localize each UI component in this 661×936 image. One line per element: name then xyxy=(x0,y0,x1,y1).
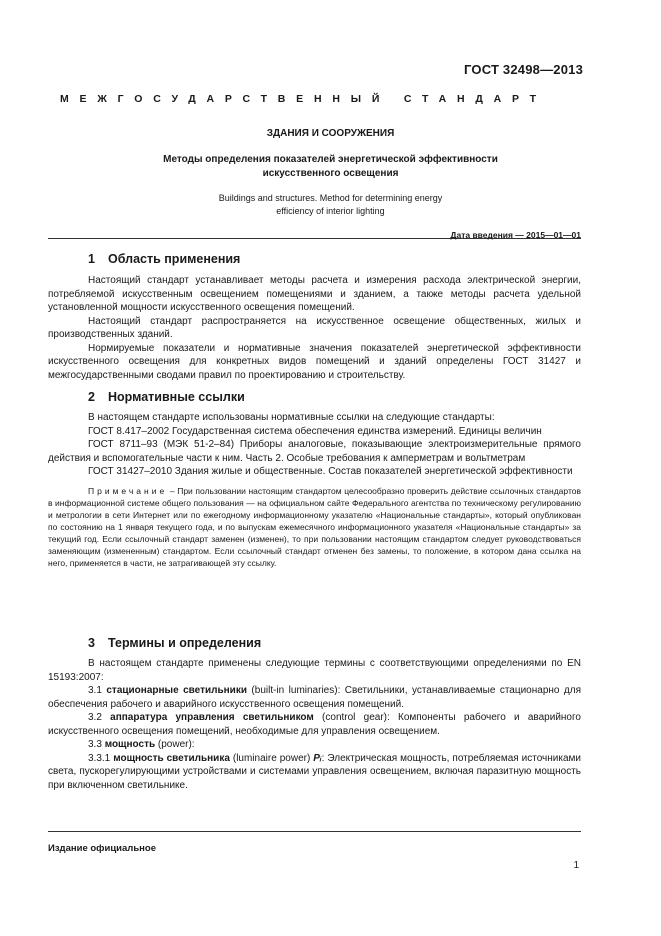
term-number: 3.2 xyxy=(88,712,111,723)
term-symbol: Pᵢ xyxy=(313,752,322,764)
reference-item: ГОСТ 31427–2010 Здания жилые и общественные. Состав показателей энергетической эффективности xyxy=(88,466,573,477)
term-text: (power): xyxy=(155,739,195,750)
english-title: Buildings and structures. Method for determining energy efficiency of interior lighting xyxy=(218,193,443,216)
term-number: 3.1 xyxy=(88,685,107,696)
term-text: (control gear): Компоненты рабочего и аварийного искусственного освещения помещений, необходимые для управления освещением. xyxy=(48,712,581,737)
term: мощность xyxy=(104,739,156,750)
term-definition xyxy=(48,684,581,711)
term-text: : Электрическая мощность, потребляемая источниками света, пускорегулирующими устройствами и системами управления освещением, включая паразитную мощность при включенном светильнике. xyxy=(48,752,581,791)
section-2 xyxy=(48,390,581,569)
intro-date-line xyxy=(48,228,581,239)
section-3 xyxy=(48,636,581,792)
section-1-heading xyxy=(48,252,581,266)
term-definition xyxy=(48,738,581,752)
paragraph: Настоящий стандарт распространяется на искусственное освещение общественных, жилых и производственных зданий. xyxy=(48,315,581,340)
page-number: 1 xyxy=(573,860,579,871)
paragraph: Нормируемые показатели и нормативные значения показателей энергетической эффективности искусственного освещения для конкретных видов помещений и зданий определены ГОСТ 31427 и межгосударственными сводами правил по проектированию и строительству. xyxy=(48,342,581,381)
section-number: 1 xyxy=(88,252,95,266)
section-title: Термины и определения xyxy=(108,636,262,650)
section-2-heading xyxy=(48,390,581,404)
term-number: 3.3.1 xyxy=(88,752,114,764)
term-number: 3.3 xyxy=(88,739,105,750)
section-1 xyxy=(48,252,581,382)
section-3-heading xyxy=(48,636,581,650)
document-subtitle: Методы определения показателей энергетической эффективности искусственного освещения xyxy=(163,154,498,179)
section-number: 2 xyxy=(88,390,95,404)
paragraph: В настоящем стандарте применены следующие термины с соответствующими определениями по EN 15193:2007: xyxy=(48,658,581,683)
intro-date: Дата введения — 2015—01—01 xyxy=(450,230,581,240)
interstate-standard-label: МЕЖГОСУДАРСТВЕННЫЙ СТАНДАРТ xyxy=(60,93,547,105)
footer-rule xyxy=(48,831,581,832)
term-definition xyxy=(48,752,581,793)
section-title: Нормативные ссылки xyxy=(108,390,245,404)
term-text: (built-in luminaries): Светильники, устанавливаемые стационарно для обеспечения рабочего и аварийного искусственного освещения помещений. xyxy=(48,685,581,710)
term-definition xyxy=(48,711,581,738)
term: аппаратура управления светильником xyxy=(110,712,314,723)
note-paragraph xyxy=(48,485,581,569)
reference-item: ГОСТ 8.417–2002 Государственная система обеспечения единства измерений. Единицы величин xyxy=(88,425,542,437)
term: стационарные светильники xyxy=(106,685,247,696)
document-title: ЗДАНИЯ И СООРУЖЕНИЯ xyxy=(266,128,395,139)
document-code: ГОСТ 32498—2013 xyxy=(464,62,583,77)
section-title: Область применения xyxy=(108,252,241,266)
paragraph: В настоящем стандарте использованы нормативные ссылки на следующие стандарты: xyxy=(88,412,495,423)
paragraph: Настоящий стандарт устанавливает методы расчета и измерения расхода электрической энергии, потребляемой искусственным освещением помещениями и зданием, а также методы расчета удельной установленной мощности искусственного освещения помещений. xyxy=(48,275,581,313)
note-label: Примечание xyxy=(88,485,168,496)
term-text: (luminaire power) xyxy=(229,752,314,764)
reference-item: ГОСТ 8711–93 (МЭК 51-2–84) Приборы аналоговые, показывающие электроизмерительные прямого действия и вспомогательные части к ним. Часть 2. Особые требования к амперметрам и вольтметрам xyxy=(48,439,581,464)
term: мощность светильника xyxy=(113,752,230,764)
edition-label: Издание официальное xyxy=(48,843,156,854)
note-text: – При пользовании настоящим стандартом целесообразно проверить действие ссылочных стандартов в информационной системе общего пользования — на официальном сайте Федерального агентства по техническому регулированию и метрологии в сети Интернет или по ежегодному информационному указателю «Национальные стандарты», который опубликован по состоянию на 1 января текущего года, и по выпускам ежемесячного информационного указателя «Национальные стандарты» за текущий год. Если ссылочный стандарт заменен (изменен), то при пользовании настоящим стандартом следует руководствоваться заменяющим (измененным) стандартом. Если ссылочный стандарт отменен без замены, то положение, в котором дана ссылка на него, применяется в части, не затрагивающей эту ссылку. xyxy=(48,485,581,568)
section-number: 3 xyxy=(88,636,95,650)
